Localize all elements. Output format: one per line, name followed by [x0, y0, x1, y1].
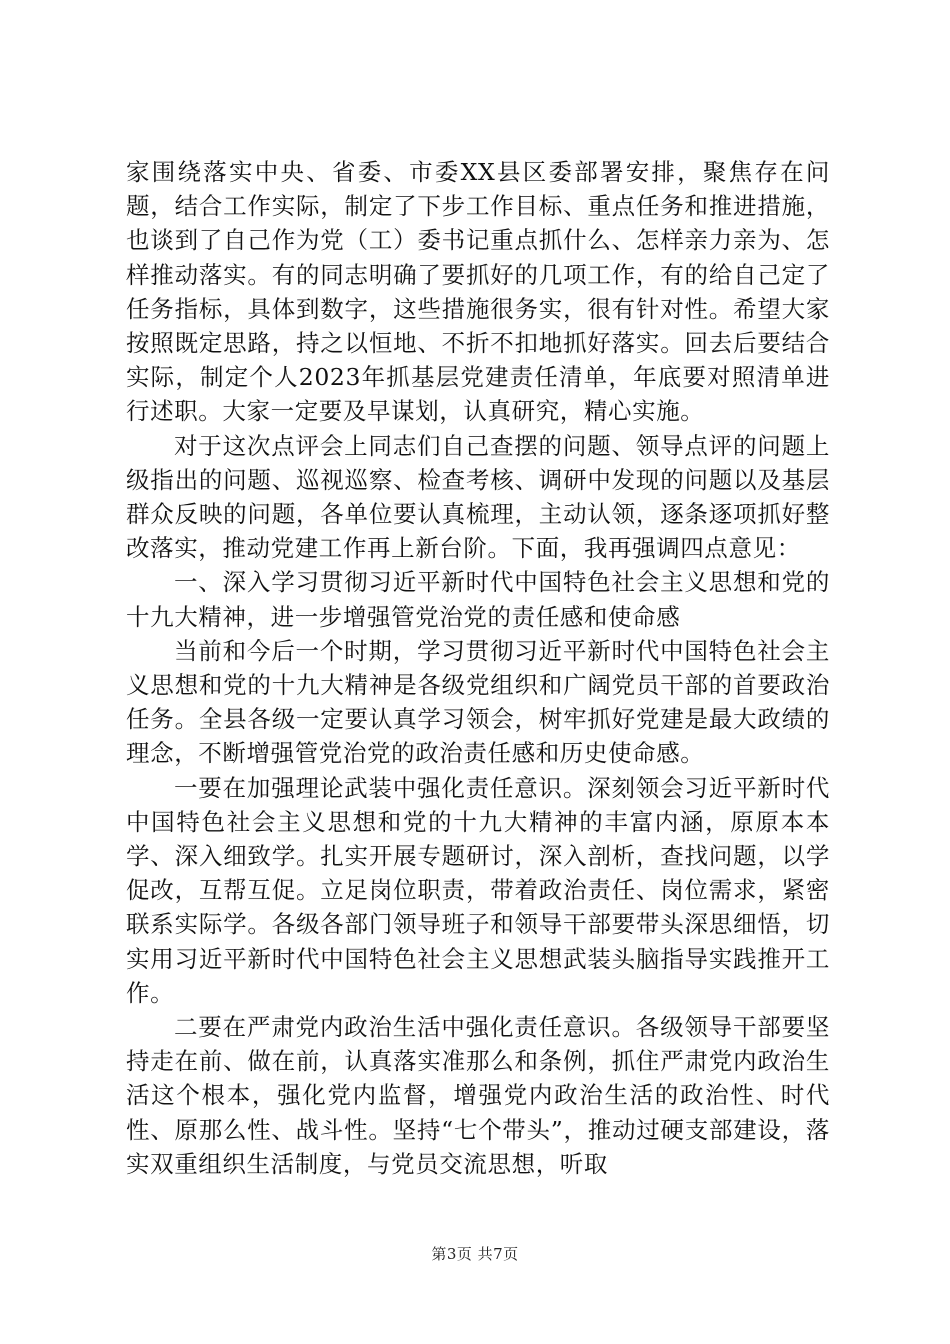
paragraph-current-period: 当前和今后一个时期，学习贯彻习近平新时代中国特色社会主义思想和党的十九大精神是各级党组织和广阔党员干部的首要政治任务。全县各级一定要认真学习领会，树牢抓好党建是最大政绩的理念，不断增强管党治党的政治责任感和历史使命感。	[126, 636, 830, 768]
page-footer: 第3页 共7页	[431, 1245, 519, 1263]
paragraph-continuation: 家围绕落实中央、省委、市委XX县区委部署安排，聚焦存在问题，结合工作实际，制定了下步工作目标、重点任务和推进措施，也谈到了自己作为党（工）委书记重点抓什么、怎样亲力亲为、怎样推动落实。有的同志明确了要抓好的几项工作，有的给自己定了任务指标，具体到数字，这些措施很务实，很有针对性。希望大家按照既定思路，持之以恒地、不折不扣地抓好落实。回去后要结合实际，制定个人2023年抓基层党建责任清单，年底要对照清单进行述职。大家一定要及早谋划，认真研究，精心实施。	[126, 158, 830, 426]
section-heading-one: 一、深入学习贯彻习近平新时代中国特色社会主义思想和党的十九大精神，进一步增强管党治党的责任感和使命感	[126, 568, 830, 631]
document-body	[126, 155, 830, 1181]
paragraph-point-one: 一要在加强理论武装中强化责任意识。深刻领会习近平新时代中国特色社会主义思想和党的十九大精神的丰富内涵，原原本本学、深入细致学。扎实开展专题研讨，深入剖析，查找问题，以学促改，互帮互促。立足岗位职责，带着政治责任、岗位需求，紧密联系实际学。各级各部门领导班子和领导干部要带头深思细悟，切实用习近平新时代中国特色社会主义思想武装头脑指导实践推开工作。	[126, 773, 830, 1007]
paragraph-rectification: 对于这次点评会上同志们自己查摆的问题、领导点评的问题上级指出的问题、巡视巡察、检查考核、调研中发现的问题以及基层群众反映的问题，各单位要认真梳理，主动认领，逐条逐项抓好整改落实，推动党建工作再上新台阶。下面，我再强调四点意见：	[126, 431, 830, 563]
paragraph-point-two: 二要在严肃党内政治生活中强化责任意识。各级领导干部要坚持走在前、做在前，认真落实准那么和条例，抓住严肃党内政治生活这个根本，强化党内监督，增强党内政治生活的政治性、时代性、原那么性、战斗性。坚持“七个带头”，推动过硬支部建设，落实双重组织生活制度，与党员交流思想，听取	[126, 1013, 830, 1178]
